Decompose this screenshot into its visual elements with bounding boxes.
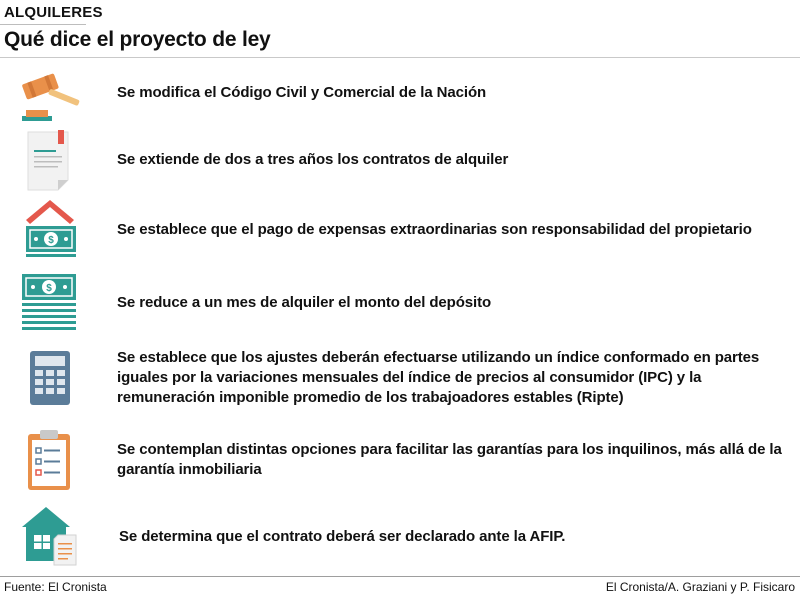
section-kicker: ALQUILERES — [4, 4, 103, 21]
kicker-divider — [0, 24, 86, 25]
item-text: Se modifica el Código Civil y Comercial de la Nación — [117, 84, 487, 101]
list-item — [0, 60, 800, 126]
list-item — [0, 428, 800, 494]
item-text: Se extiende de dos a tres años los contratos de alquiler — [117, 151, 509, 168]
document-icon — [18, 128, 82, 192]
item-text: Se reduce a un mes de alquiler el monto del depósito — [117, 294, 492, 311]
item-text: Se contemplan distintas opciones para facilitar las garantías para los inquilinos, más allá de la garantía inmobiliaria — [117, 441, 782, 478]
list-item — [0, 128, 800, 194]
item-text: Se determina que el contrato deberá ser declarado ante la AFIP. — [119, 528, 566, 545]
house-document-icon — [18, 505, 82, 569]
credit-note: El Cronista/A. Graziani y P. Fisicaro — [605, 580, 795, 594]
item-text: Se establece que el pago de expensas extraordinarias son responsabilidad del propietario — [117, 221, 752, 238]
header-divider — [0, 57, 800, 58]
house-money-icon — [18, 198, 82, 262]
list-item — [0, 268, 800, 334]
list-item — [0, 505, 800, 571]
item-text: Se establece que los ajustes deberán efectuarse utilizando un índice conformado en partes iguales por la variaciones mensuales del índice de precios al consumidor (IPC) y la remuneración imponible promedio de los trabajoadores estables (Ripte) — [117, 349, 760, 406]
footer-divider — [0, 576, 800, 577]
svg-text:$: $ — [48, 235, 54, 246]
page-title: Qué dice el proyecto de ley — [4, 28, 271, 51]
svg-text:$: $ — [46, 283, 52, 294]
clipboard-checklist-icon — [18, 428, 82, 492]
calculator-icon — [18, 349, 82, 413]
list-item — [0, 198, 800, 264]
list-item — [0, 345, 800, 411]
gavel-icon — [18, 66, 82, 130]
source-note: Fuente: El Cronista — [4, 580, 107, 594]
banknotes-icon — [18, 270, 82, 334]
